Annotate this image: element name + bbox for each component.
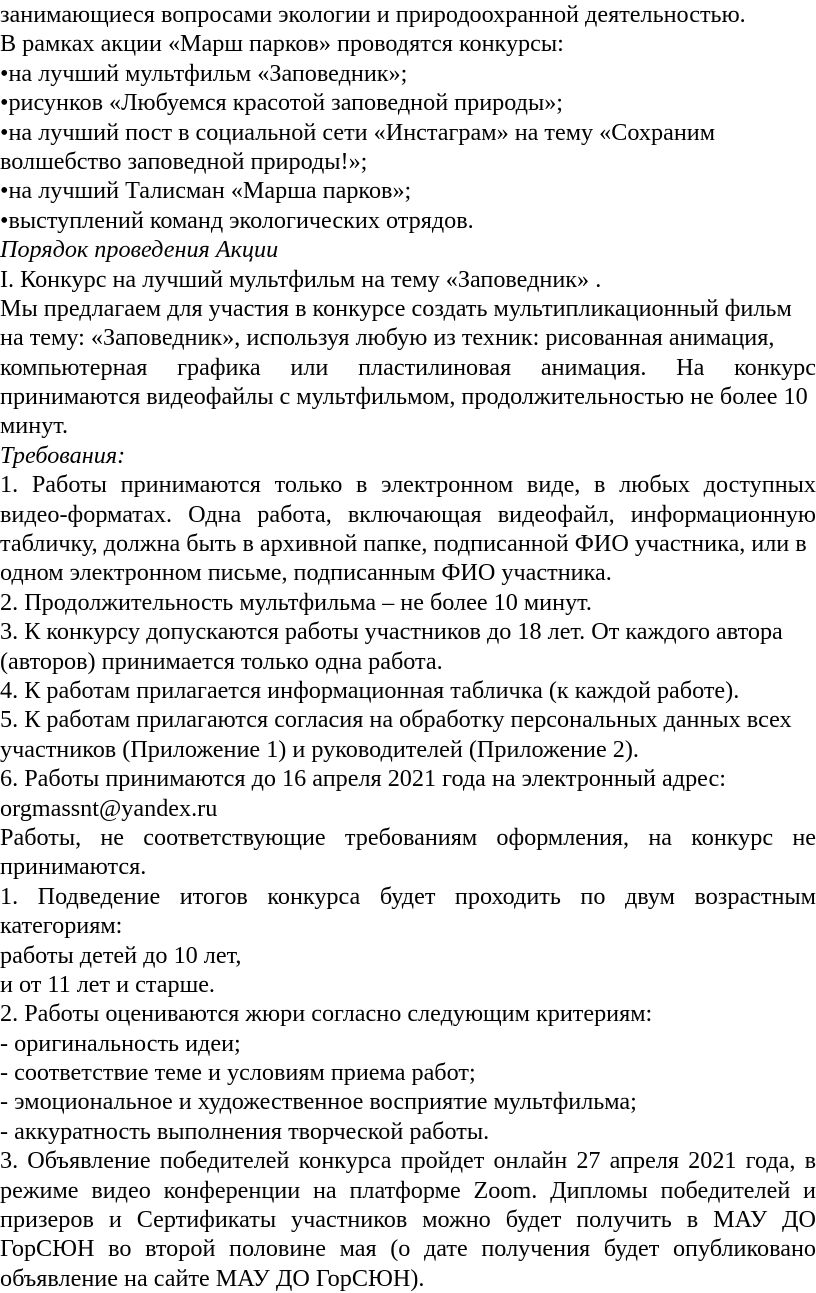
text-line: видео-форматах. Одна работа, включающая видеофайл, информационную bbox=[0, 500, 816, 528]
text-line: на тему: «Заповедник», используя любую из техник: рисованная анимация, bbox=[0, 324, 775, 352]
text-line: волшебство заповедной природы!»; bbox=[0, 147, 368, 175]
text-line: - оригинальность идеи; bbox=[0, 1029, 241, 1057]
text-line: •выступлений команд экологических отрядов. bbox=[0, 206, 474, 234]
text-line: 1. Подведение итогов конкурса будет проходить по двум возрастным bbox=[0, 882, 816, 910]
text-line: Работы, не соответствующие требованиям оформления, на конкурс не bbox=[0, 823, 816, 851]
text-line: объявление на сайте МАУ ДО ГорСЮН). bbox=[0, 1264, 425, 1292]
text-line: и от 11 лет и старше. bbox=[0, 970, 215, 998]
text-line: участников (Приложение 1) и руководителей (Приложение 2). bbox=[0, 735, 639, 763]
text-line: призеров и Сертификаты участников можно будет получить в МАУ ДО bbox=[0, 1206, 816, 1234]
text-line: •рисунков «Любуемся красотой заповедной природы»; bbox=[0, 89, 564, 117]
text-line: 5. К работам прилагаются согласия на обработку персональных данных всех bbox=[0, 706, 792, 734]
text-line: I. Конкурс на лучший мультфильм на тему «Заповедник» . bbox=[0, 265, 602, 293]
text-line: 1. Работы принимаются только в электронном виде, в любых доступных bbox=[0, 471, 816, 499]
text-line: •на лучший пост в социальной сети «Инстаграм» на тему «Сохраним bbox=[0, 118, 716, 146]
text-line: 2. Продолжительность мультфильма – не более 10 минут. bbox=[0, 588, 592, 616]
text-line: 2. Работы оцениваются жюри согласно следующим критериям: bbox=[0, 1000, 653, 1028]
text-line: •на лучший мультфильм «Заповедник»; bbox=[0, 59, 408, 87]
text-line: Мы предлагаем для участия в конкурсе создать мультипликационный фильм bbox=[0, 294, 792, 322]
text-line: минут. bbox=[0, 412, 69, 440]
text-line: - эмоциональное и художественное восприятие мультфильма; bbox=[0, 1088, 637, 1116]
text-line: одном электронном письме, подписанным ФИО участника. bbox=[0, 559, 612, 587]
section-heading: Требования: bbox=[0, 441, 126, 469]
text-line: 6. Работы принимаются до 16 апреля 2021 года на электронный адрес: bbox=[0, 765, 726, 793]
text-line: ГорСЮН во второй половине мая (о дате получения будет опубликовано bbox=[0, 1235, 816, 1263]
text-line: компьютерная графика или пластилиновая анимация. На конкурс bbox=[0, 353, 816, 381]
text-line: принимаются. bbox=[0, 853, 147, 881]
text-line: 3. К конкурсу допускаются работы участников до 18 лет. От каждого автора bbox=[0, 618, 783, 646]
text-line: (авторов) принимается только одна работа. bbox=[0, 647, 443, 675]
text-line: orgmassnt@yandex.ru bbox=[0, 794, 218, 822]
text-line: 3. Объявление победителей конкурса пройдет онлайн 27 апреля 2021 года, в bbox=[0, 1147, 816, 1175]
text-line: - соответствие теме и условиям приема работ; bbox=[0, 1059, 476, 1087]
text-line: режиме видео конференции на платформе Zoom. Дипломы победителей и bbox=[0, 1176, 816, 1204]
text-line: - аккуратность выполнения творческой работы. bbox=[0, 1117, 490, 1145]
text-line: В рамках акции «Марш парков» проводятся конкурсы: bbox=[0, 30, 564, 58]
text-line: занимающиеся вопросами экологии и природоохранной деятельностью. bbox=[0, 1, 746, 28]
text-line: •на лучший Талисман «Марша парков»; bbox=[0, 177, 412, 205]
text-line: табличку, должна быть в архивной папке, подписанной ФИО участника, или в bbox=[0, 530, 807, 558]
text-line: работы детей до 10 лет, bbox=[0, 941, 242, 969]
section-heading: Порядок проведения Акции bbox=[0, 236, 279, 264]
text-line: категориям: bbox=[0, 912, 123, 940]
text-line: принимаются видеофайлы с мультфильмом, продолжительностью не более 10 bbox=[0, 383, 808, 411]
text-line: 4. К работам прилагается информационная табличка (к каждой работе). bbox=[0, 676, 740, 704]
